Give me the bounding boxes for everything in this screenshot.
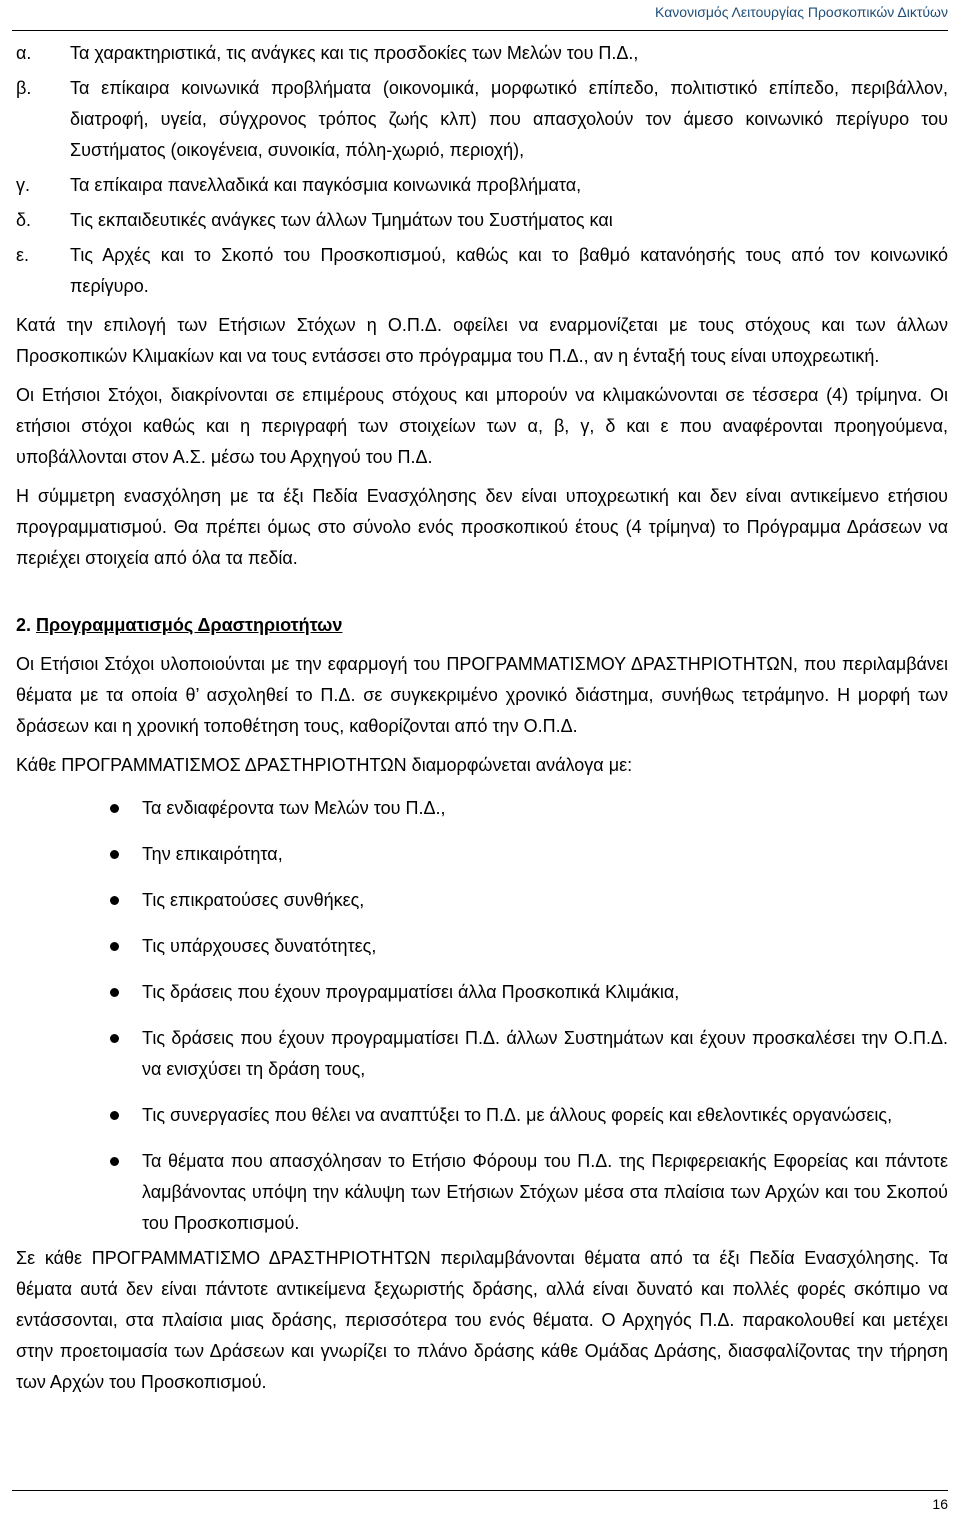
bullet-text: Τα θέματα που απασχόλησαν το Ετήσιο Φόρουμ του Π.Δ. της Περιφερειακής Εφορείας και πάντοτε λαμβάνοντας υπόψη την κάλυψη των Ετήσιων Στόχων μέσα στα πλαίσια των Αρχών και του Σκοπού του Προσκοπισμού. [142,1151,948,1233]
bullet-icon [110,896,119,905]
section-heading [16,610,948,641]
paragraph: Σε κάθε ΠΡΟΓΡΑΜΜΑΤΙΣΜΟ ΔΡΑΣΤΗΡΙΟΤΗΤΩΝ περιλαμβάνονται θέματα από τα έξι Πεδία Ενασχόλησης. Τα θέματα αυτά δεν είναι πάντοτε αντικείμενα ξεχωριστής δράσης, αλλά είναι δυνατό και πολλές φορές σκόπιμο να εντάσσονται, στα πλαίσια μιας δράσης, περισσότερα του ενός θέματα. Ο Αρχηγός Π.Δ. παρακολουθεί και μετέχει στην προετοιμασία των Δράσεων και γνωρίζει το πλάνο δράσης κάθε Ομάδας Δράσης, διασφαλίζοντας την τήρηση των Αρχών του Προσκοπισμού. [16,1248,948,1392]
paragraph: Κατά την επιλογή των Ετήσιων Στόχων η Ο.Π.Δ. οφείλει να εναρμονίζεται με τους στόχους και των άλλων Προσκοπικών Κλιμακίων και να τους εντάσσει στο πρόγραμμα του Π.Δ., αν η ένταξή τους είναι υποχρεωτική. [16,315,948,366]
bullet-item [16,885,948,916]
footer-rule [12,1490,948,1491]
bullet-text: Τα ενδιαφέροντα των Μελών του Π.Δ., [142,798,446,818]
paragraph: Οι Ετήσιοι Στόχοι υλοποιούνται με την εφαρμογή του ΠΡΟΓΡΑΜΜΑΤΙΣΜΟΥ ΔΡΑΣΤΗΡΙΟΤΗΤΩΝ, που περιλαμβάνει θέματα με τα οποία θ’ ασχοληθεί το Π.Δ. σε συγκεκριμένο χρονικό διάστημα, συνήθως τετράμηνο. Η μορφή των δράσεων και η χρονική τοποθέτηση τους, καθορίζονται από την Ο.Π.Δ. [16,654,948,736]
running-header: Κανονισμός Λειτουργίας Προσκοπικών Δικτύων [655,4,948,20]
bullet-item [16,839,948,870]
list-item [16,240,948,302]
bullet-list [16,793,948,1239]
list-marker: α. [16,43,32,63]
bullet-text: Την επικαιρότητα, [142,844,283,864]
list-item-text: Τα χαρακτηριστικά, τις ανάγκες και τις προσδοκίες των Μελών του Π.Δ., [70,43,639,63]
bullet-item [16,793,948,824]
header-rule [12,30,948,31]
page-number: 16 [932,1496,948,1512]
bullet-item [16,1146,948,1239]
list-marker: β. [16,78,32,98]
list-item-text: Τα επίκαιρα κοινωνικά προβλήματα (οικονομικά, μορφωτικό επίπεδο, πολιτιστικό επίπεδο, περιβάλλον, διατροφή, υγεία, σύγχρονος τρόπος ζωής κλπ) που απασχολούν τον άμεσο κοινωνικό περίγυρο του Συστήματος (οικογένεια, συνοικία, πόλη-χωριό, περιοχή), [70,78,948,160]
list-item-text: Τα επίκαιρα πανελλαδικά και παγκόσμια κοινωνικά προβλήματα, [70,175,582,195]
paragraph: Οι Ετήσιοι Στόχοι, διακρίνονται σε επιμέρους στόχους και μπορούν να κλιμακώνονται σε τέσσερα (4) τρίμηνα. Οι ετήσιοι στόχοι καθώς και η περιγραφή των στοιχείων των α, β, γ, δ και ε που αναφέρονται προηγούμενα, υποβάλλονται στον Α.Σ. μέσω του Αρχηγού του Π.Δ. [16,385,948,467]
bullet-text: Τις συνεργασίες που θέλει να αναπτύξει το Π.Δ. με άλλους φορείς και εθελοντικές οργανώσεις, [142,1105,893,1125]
list-marker: ε. [16,245,30,265]
list-item [16,73,948,166]
list-item-text: Τις εκπαιδευτικές ανάγκες των άλλων Τμημάτων του Συστήματος και [70,210,613,230]
list-item-text: Τις Αρχές και το Σκοπό του Προσκοπισμού, καθώς και το βαθμό κατανόησής τους από τον κοινωνικό περίγυρο. [70,245,948,296]
list-marker: γ. [16,175,31,195]
bullet-icon [110,850,119,859]
bullet-icon [110,1034,119,1043]
bullet-item [16,977,948,1008]
bullet-icon [110,942,119,951]
bullet-icon [110,804,119,813]
list-marker: δ. [16,210,32,230]
bullet-text: Τις επικρατούσες συνθήκες, [142,890,365,910]
body-text [16,38,948,1406]
bullet-icon [110,988,119,997]
paragraph: Κάθε ΠΡΟΓΡΑΜΜΑΤΙΣΜΟΣ ΔΡΑΣΤΗΡΙΟΤΗΤΩΝ διαμορφώνεται ανάλογα με: [16,755,633,775]
bullet-icon [110,1111,119,1120]
bullet-text: Τις υπάρχουσες δυνατότητες, [142,936,377,956]
bullet-item [16,1100,948,1131]
bullet-text: Τις δράσεις που έχουν προγραμματίσει Π.Δ. άλλων Συστημάτων και έχουν προσκαλέσει την Ο.Π.Δ. να ενισχύσει τη δράση τους, [142,1028,948,1079]
list-item [16,170,948,201]
bullet-item [16,1023,948,1085]
section-number: 2. [16,615,32,635]
list-item [16,205,948,236]
section-title: Προγραμματισμός Δραστηριοτήτων [36,615,343,635]
bullet-item [16,931,948,962]
bullet-icon [110,1157,119,1166]
paragraph: Η σύμμετρη ενασχόληση με τα έξι Πεδία Ενασχόλησης δεν είναι υποχρεωτική και δεν είναι αντικείμενο ετήσιου προγραμματισμού. Θα πρέπει όμως στο σύνολο ενός προσκοπικού έτους (4 τρίμηνα) το Πρόγραμμα Δράσεων να περιέχει στοιχεία από όλα τα πεδία. [16,486,948,568]
list-item [16,38,948,69]
bullet-text: Τις δράσεις που έχουν προγραμματίσει άλλα Προσκοπικά Κλιμάκια, [142,982,680,1002]
